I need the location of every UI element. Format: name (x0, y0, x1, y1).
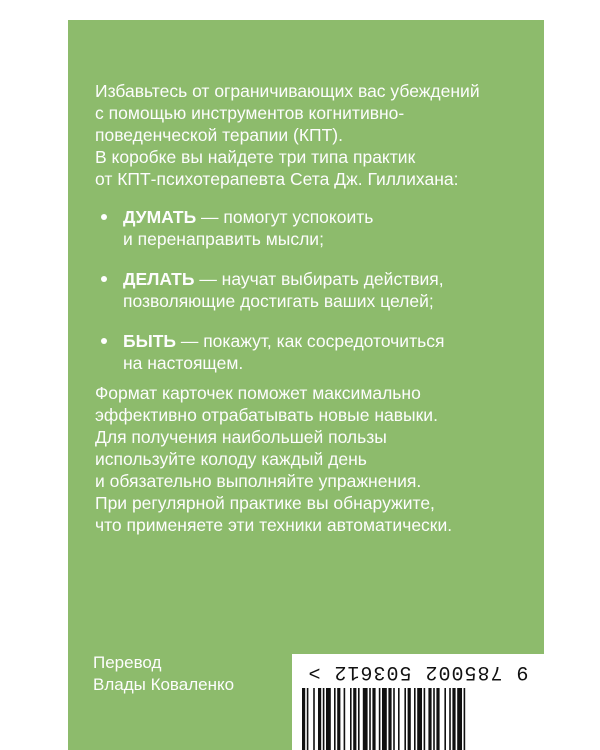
barcode-bar (318, 688, 321, 750)
list-item-second-line: на настоящем. (123, 353, 244, 373)
barcode-bar (428, 688, 431, 750)
translator-credit (93, 652, 234, 696)
barcode-bar (433, 688, 435, 750)
format-line: Для получения наибольшей пользы (95, 427, 387, 447)
intro-line: поведенческой терапии (КПТ). (95, 125, 343, 145)
format-line: что применяете эти техники автоматически. (95, 515, 453, 535)
barcode-bar (313, 688, 315, 750)
barcode-bar (323, 688, 325, 750)
barcode-bar (444, 688, 446, 750)
list-item-first-line (123, 206, 521, 228)
list-item-first-line (123, 330, 521, 352)
barcode-bar (372, 688, 375, 750)
list-item-be (101, 330, 521, 374)
barcode-bar (353, 688, 356, 750)
intro-line: с помощью инструментов когнитивно- (95, 103, 405, 123)
format-line: и обязательно выполняйте упражнения. (95, 471, 422, 491)
barcode-bars (302, 688, 534, 750)
barcode-bar (307, 688, 309, 750)
list-item-first-line (123, 268, 521, 290)
barcode-bar (417, 688, 422, 750)
barcode-bar (363, 688, 368, 750)
barcode-bar (436, 688, 439, 750)
barcode-bar (302, 688, 305, 750)
barcode-bar (382, 688, 387, 750)
barcode-bar (350, 688, 352, 750)
book-back-cover (68, 20, 544, 750)
barcode-bar (464, 688, 466, 750)
barcode-bar (414, 688, 416, 750)
barcode-bar (388, 688, 391, 750)
intro-line: В коробке вы найдете три типа практик (95, 147, 416, 167)
intro-line: от КПТ-психотерапевта Сета Дж. Гиллихана: (95, 169, 459, 189)
barcode-number: 9 785002 503612 > (307, 660, 529, 683)
intro-paragraph (95, 80, 535, 190)
practice-types-list (101, 206, 521, 392)
list-item-do (101, 268, 521, 312)
barcode-bar (452, 688, 455, 750)
bullet-icon (101, 338, 107, 344)
barcode-bar (358, 688, 360, 750)
list-item-second-line: позволяющие достигать ваших целей; (123, 291, 434, 311)
barcode-bar (344, 688, 346, 750)
list-item-text: — научат выбирать действия, (194, 269, 444, 289)
barcode-bar (326, 688, 331, 750)
barcode-bar (449, 688, 451, 750)
keyword-do: ДЕЛАТЬ (123, 269, 195, 289)
bullet-icon (101, 214, 107, 220)
barcode-bar (404, 688, 406, 750)
format-line: При регулярной практике вы обнаружите, (95, 493, 435, 513)
format-line: используйте колоду каждый день (95, 449, 367, 469)
barcode-bar (334, 688, 336, 750)
format-line: эффективно отрабатывать новые навыки. (95, 405, 438, 425)
keyword-be: БЫТЬ (123, 331, 176, 351)
intro-line: Избавьтесь от ограничивающих вас убеждений (95, 81, 480, 101)
list-item-second-line: и перенаправить мысли; (123, 229, 324, 249)
list-item-text: — помогут успокоить (196, 207, 374, 227)
barcode-bar (408, 688, 411, 750)
isbn-barcode (292, 654, 544, 750)
barcode-bar (379, 688, 381, 750)
format-paragraph (95, 382, 535, 536)
barcode-bar (337, 688, 340, 750)
barcode-bar (393, 688, 395, 750)
keyword-think: ДУМАТЬ (123, 207, 197, 227)
bullet-icon (101, 276, 107, 282)
barcode-bar (457, 688, 462, 750)
barcode-bar (398, 688, 400, 750)
barcode-bar (369, 688, 371, 750)
translator-label: Перевод (93, 653, 162, 672)
barcode-bar (424, 688, 426, 750)
translator-name: Влады Коваленко (93, 675, 235, 694)
list-item-think (101, 206, 521, 250)
format-line: Формат карточек поможет максимально (95, 383, 421, 403)
list-item-text: — покажут, как сосредоточиться (175, 331, 445, 351)
